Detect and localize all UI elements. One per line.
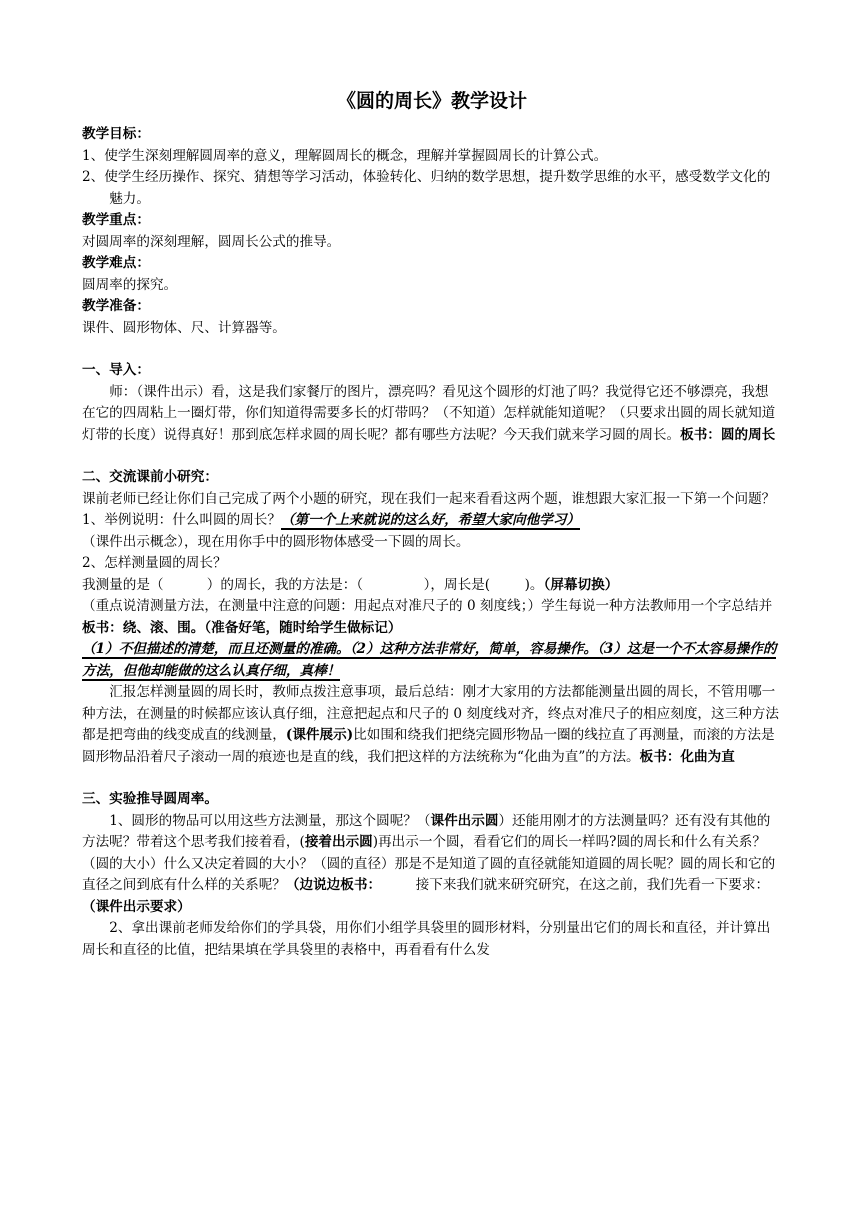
s3-p1-c: ）还能用刚才的方法测量吗？还有没有其他的方法呢？带着这个思考我们接着看，(: [82, 812, 771, 850]
preparation-heading: 教学准备：: [82, 298, 150, 314]
s3-p1-h: （课件出示要求）: [82, 898, 191, 915]
section-3-para-2: 2、拿出课前老师发给你们的学具袋，用你们小组学具袋里的圆形材料，分别量出它们的周长和直径，并计算出周长和直径的比值，把结果填在学具袋里的表格中，再看看有什么发: [82, 920, 771, 958]
measure-screen-switch: （屏幕切换）: [543, 576, 619, 593]
section-1-body: [82, 382, 782, 447]
section-2-question-1: [82, 510, 782, 532]
section-2-heading: 二、交流课前小研究：: [82, 469, 218, 485]
summary-text-a: 汇报怎样测量圆的周长时，教师点拨注意事项，最后总结：刚才大家用的方法都能测量出圆的周长，不管用哪一种方法，在测量的时候都应该认真仔细，注意把起点和尺子的 0 刻度线对齐，终点对准尺子的相应刻度，这三种方法都是把弯曲的线变成直的线测量，: [82, 684, 779, 743]
section-2-measure: [82, 575, 782, 597]
s3-p1-f: （边说边板书：: [285, 877, 382, 893]
section-3-para-1: [82, 811, 782, 919]
summary-text-c: 比如围和绕我们把绕完圆形物品一圈的线拉直了再测量，而滚的方法是圆形物品沿着尺子滚动一周的痕迹也是直的线，我们把这样的方法统称为“化曲为直”的方法。: [82, 727, 775, 765]
summary-courseware: (课件展示): [285, 727, 354, 743]
question-1-comment: （第一个上来就说的这么好，希望大家向他学习）: [280, 512, 581, 528]
section-2-question-1-cont: （课件出示概念），现在用你手中的圆形物体感受一下圆的周长。: [82, 533, 470, 550]
section-2-note: [82, 596, 782, 639]
preparation-text: 课件、圆形物体、尺、计算器等。: [82, 319, 286, 336]
s3-p1-e: )再出示一个圆，看看它们的周长一样吗?圆的周长和什么有关系？（圆的大小）什么又决定着圆的大小？（圆的直径）那是不是知道了圆的直径就能知道圆的周长呢？圆的周长和它的直径之间到底有什么样的关系呢？: [82, 834, 776, 893]
section-1-text: 师：（课件出示）看，这是我们家餐厅的图片，漂亮吗？看见这个圆形的灯池了吗？我觉得它还不够漂亮，我想在它的四周粘上一圈灯带，你们知道得需要多长的灯带吗？（不知道）怎样就能知道呢？（只要求出圆的周长就知道灯带的长度）说得真好！那到底怎样求圆的周长呢？都有哪些方法呢？今天我们就来学习圆的周长。: [82, 383, 776, 443]
section-2-question-2: 2、怎样测量圆的周长？: [82, 555, 227, 571]
section-2-summary: [82, 682, 782, 768]
section-3-heading: 三、实验推导圆周率。: [82, 791, 218, 807]
section-2-intro: 课前老师已经让你们自己完成了两个小题的研究，现在我们一起来看看这两个题，谁想跟大家汇报一下第一个问题？: [82, 490, 776, 507]
question-1-text: 1、举例说明：什么叫圆的周长？: [82, 512, 281, 528]
document-title: 《圆的周长》教学设计: [336, 90, 527, 112]
section-1-board: 板书：圆的周长: [680, 426, 776, 443]
goal-1: 1、使学生深刻理解圆周率的意义，理解圆周长的概念，理解并掌握圆周长的计算公式。: [82, 147, 608, 164]
s3-p1-a: 1、圆形的物品可以用这些方法测量，那这个圆呢？（: [109, 812, 431, 829]
goal-2: 2、使学生经历操作、探究、猜想等学习活动，体验转化、归纳的数学思想，提升数学思维的水平，感受数学文化的魅力。: [82, 169, 771, 207]
summary-board: 板书：化曲为直: [639, 748, 735, 765]
document-page: [82, 88, 782, 961]
note-text: （重点说清测量方法，在测量中注意的问题：用起点对准尺子的 0 刻度线；）学生每说一种方法教师用一个字总结并: [82, 598, 773, 614]
difficulty-heading: 教学难点：: [82, 255, 150, 271]
section-2-praise: [82, 639, 782, 682]
key-heading: 教学重点：: [82, 212, 150, 228]
difficulty-text: 圆周率的探究。: [82, 276, 178, 293]
s3-p1-g: 接下来我们就来研究研究，在这之前，我们先看一下要求：: [381, 877, 770, 893]
goal-heading: 教学目标：: [82, 126, 150, 142]
s3-p1-d: 接着出示圆: [304, 834, 373, 850]
note-board: 板书：绕、滚、围。（准备好笔，随时给学生做标记）: [82, 619, 402, 636]
key-text: 对圆周率的深刻理解，圆周长公式的推导。: [82, 233, 341, 250]
section-1-heading: 一、导入：: [82, 362, 150, 378]
measure-text: 我测量的是（ ）的周长，我的方法是：（ ），周长是( )。: [82, 576, 544, 593]
praise-text: （1）不但描述的清楚，而且还测量的准确。（2）这种方法非常好，简单，容易操作。（3）这是一个不太容易操作的方法，但他却能做的这么认真仔细，真棒！: [82, 641, 777, 679]
s3-p1-b: 课件出示圆: [430, 812, 499, 829]
